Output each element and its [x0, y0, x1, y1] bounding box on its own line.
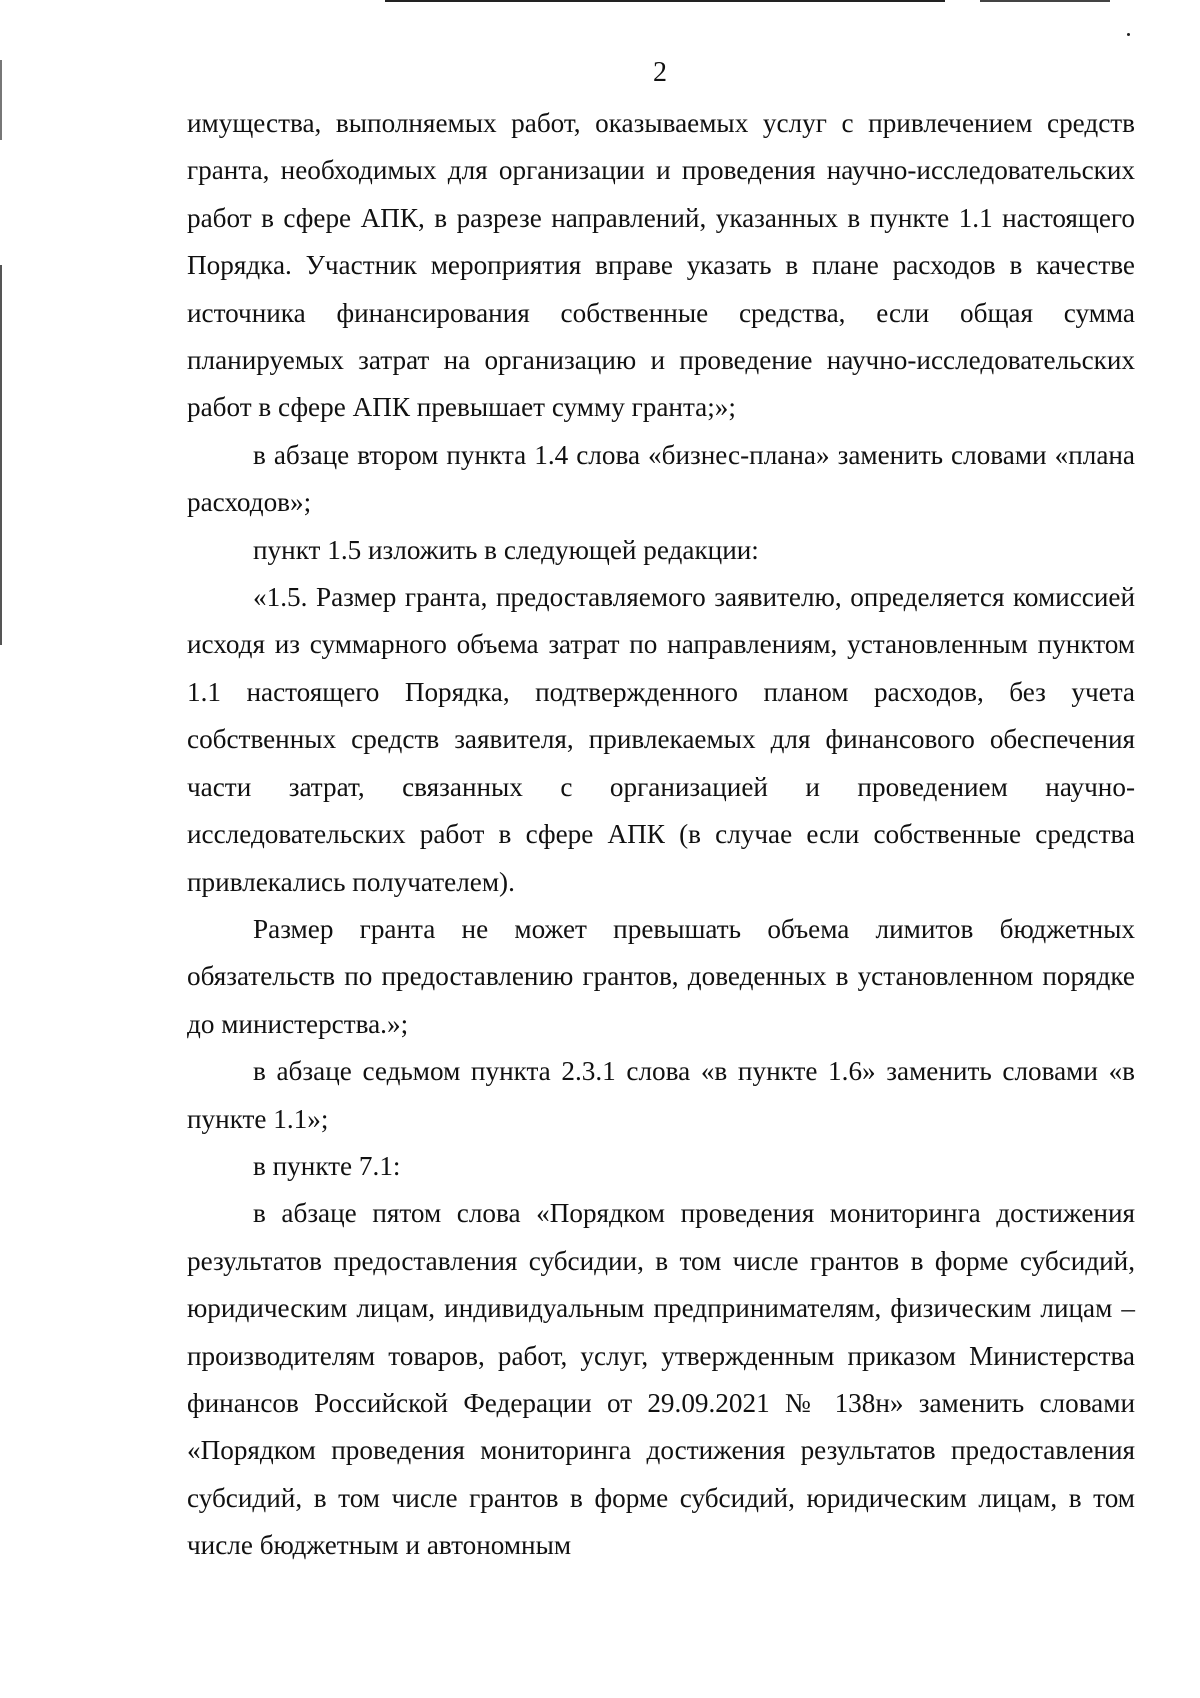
document-body	[187, 100, 1135, 1570]
scan-speck	[1127, 33, 1130, 36]
paragraph: в абзаце втором пункта 1.4 слова «бизнес-плана» заменить словами «плана расходов»;	[187, 439, 1135, 518]
paragraph: в пункте 7.1:	[253, 1150, 401, 1181]
paragraph: имущества, выполняемых работ, оказываемых услуг с привлечением средств гранта, необходимых для организации и проведения научно-исследовательских работ в сфере АПК, в разрезе направлений, указанных в пункте 1.1 настоящего Порядка. Участник мероприятия вправе указать в плане расходов в качестве источника финансирования собственные средства, если общая сумма планируемых затрат на организацию и проведение научно-исследовательских работ в сфере АПК превышает сумму гранта;»;	[187, 108, 1135, 423]
paragraph: в абзаце пятом слова «Порядком проведения мониторинга достижения результатов предоставления субсидии, в том числе грантов в форме субсидий, юридическим лицам, индивидуальным предпринимателям, физическим лицам – производителям товаров, работ, услуг, утвержденным приказом Министерства финансов Российской Федерации от 29.09.2021 № 138н» заменить словами «Порядком проведения мониторинга достижения результатов предоставления субсидий, в том числе грантов в форме субсидий, юридическим лицам, в том числе бюджетным и автономным	[187, 1198, 1135, 1561]
paragraph: «1.5. Размер гранта, предоставляемого заявителю, определяется комиссией исходя из суммарного объема затрат по направлениям, установленным пунктом 1.1 настоящего Порядка, подтвержденного планом расходов, без учета собственных средств заявителя, привлекаемых для финансового обеспечения части затрат, связанных с организацией и проведением научно-исследовательских работ в сфере АПК (в случае если собственные средства привлекались получателем).	[187, 582, 1135, 897]
paragraph: пункт 1.5 изложить в следующей редакции:	[253, 534, 759, 565]
paragraph: в абзаце седьмом пункта 2.3.1 слова «в пункте 1.6» заменить словами «в пункте 1.1»;	[187, 1056, 1135, 1134]
page-number: 2	[653, 57, 667, 88]
scan-artifact-top-line	[385, 0, 945, 2]
scan-artifact-left-edge	[0, 265, 2, 645]
paragraph: Размер гранта не может превышать объема лимитов бюджетных обязательств по предоставлению грантов, доведенных в установленном порядке до министерства.»;	[187, 913, 1135, 1039]
scan-artifact-top-line	[980, 0, 1110, 2]
